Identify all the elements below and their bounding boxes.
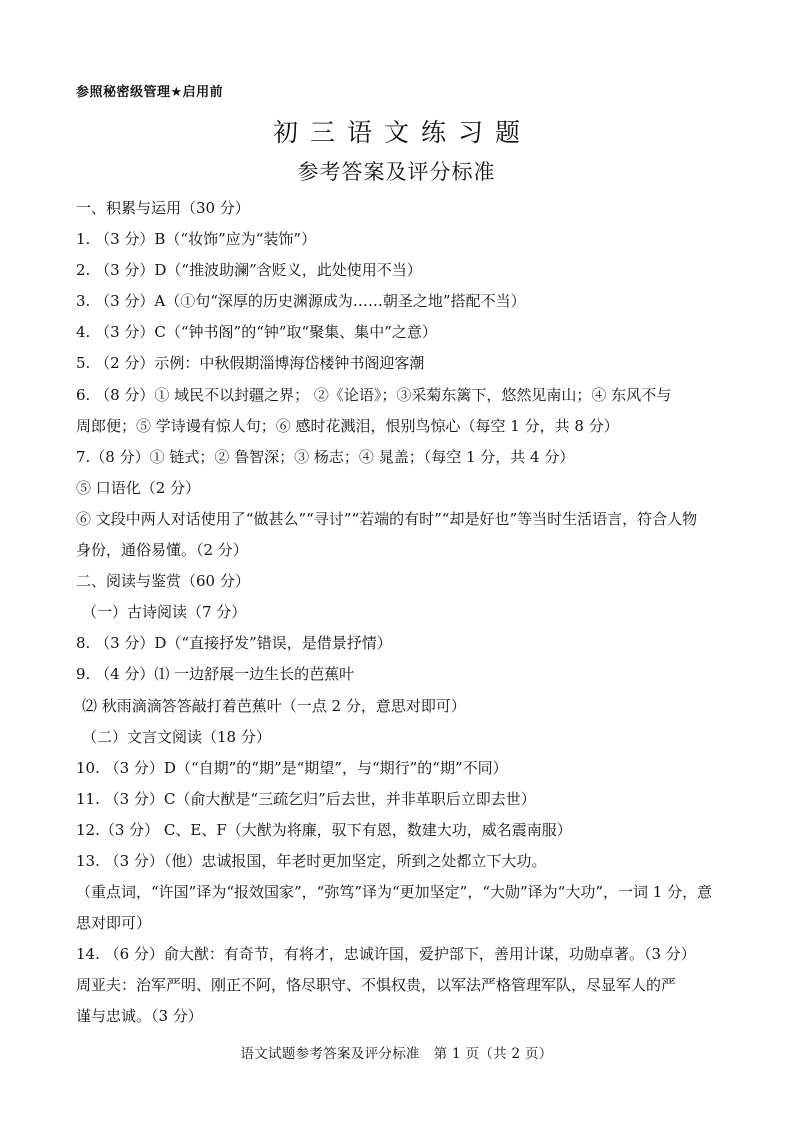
answer-body <box>76 193 721 1033</box>
subsection-heading: （一）古诗阅读（7 分） <box>82 603 247 622</box>
answer-line: 7.（8 分）① 链式；② 鲁智深；③ 杨志；④ 晁盖；（每空 1 分，共 4 分） <box>76 447 575 466</box>
answer-line: 9. （4 分）⑴ 一边舒展一边生长的芭蕉叶 <box>76 665 355 684</box>
answer-line: 4. （3 分）C（“钟书阁”的“钟”取“聚集、集中”之意） <box>76 323 437 342</box>
section-heading-1: 一、积累与运用（30 分） <box>76 199 250 217</box>
answer-line: 12.（3 分） C、E、F（大猷为将廉，驭下有恩，数建大功，威名震南服） <box>76 820 572 839</box>
page-subtitle: 参考答案及评分标准 <box>297 160 496 184</box>
answer-line: 思对即可） <box>76 914 152 933</box>
subsection-heading: （二）文言文阅读（18 分） <box>82 727 271 746</box>
answer-line: ⑵ 秋雨滴滴答答敲打着芭蕉叶（一点 2 分，意思对即可） <box>82 696 466 715</box>
answer-line: 6. （8 分）① 域民不以封疆之界； ②《论语》；③采菊东篱下，悠然见南山；④ 东风不与 <box>76 385 672 404</box>
answer-line: 10. （3 分）D（“自期”的“期”是“期望”，与“期行”的“期”不同） <box>76 758 508 777</box>
section-heading-2: 二、阅读与鉴赏（60 分） <box>76 572 250 591</box>
answer-line: 身份，通俗易懂。（2 分） <box>76 541 248 560</box>
answer-line: 14. （6 分）俞大猷：有奇节，有将才，忠诚许国，爱护部下，善用计谋，功勋卓著。（3 分） <box>76 945 696 964</box>
answer-line: 周亚夫：治军严明、刚正不阿，恪尽职守、不惧权贵，以军法严格管理军队，尽显军人的严 <box>76 976 677 995</box>
answer-line: 8. （3 分）D（“直接抒发”错误，是借景抒情） <box>76 634 392 653</box>
answer-line: 谨与忠诚。（3 分） <box>76 1007 203 1026</box>
page-title: 初三语文练习题 <box>272 118 532 147</box>
answer-line: 3. （3 分）A（①句“深厚的历史渊源成为……朝圣之地”搭配不当） <box>76 292 526 311</box>
answer-line: 13. （3 分）（他）忠诚报国，年老时更加坚定，所到之处都立下大功。 <box>76 851 547 870</box>
answer-line: 1. （3 分）B（“妆饰”应为“装饰”） <box>76 230 317 249</box>
secret-label: 参照秘密级管理★启用前 <box>76 85 224 100</box>
answer-line: 周郎便；⑤ 学诗谩有惊人句；⑥ 感时花溅泪，恨别鸟惊心（每空 1 分，共 8 分） <box>76 416 619 435</box>
answer-line: ⑥ 文段中两人对话使用了“做甚么”“寻讨”“若端的有时”“却是好也”等当时生活语言，符合人物 <box>76 509 698 528</box>
page-footer: 语文试题参考答案及评分标准 第 1 页（共 2 页） <box>240 1046 553 1062</box>
answer-line: 11. （3 分）C（俞大猷是“三疏乞归”后去世，并非革职后立即去世） <box>76 789 536 808</box>
answer-line: 2. （3 分）D（“推波助澜”含贬义，此处使用不当） <box>76 261 422 280</box>
answer-line: （重点词，“许国”译为“报效国家”，“弥笃”译为“更加坚定”，“大勋”译为“大功”，一词 1 分，意 <box>76 883 713 902</box>
answer-line: 5. （2 分）示例：中秋假期淄博海岱楼钟书阁迎客潮 <box>76 354 425 373</box>
answer-line: ⑤ 口语化（2 分） <box>76 478 201 497</box>
